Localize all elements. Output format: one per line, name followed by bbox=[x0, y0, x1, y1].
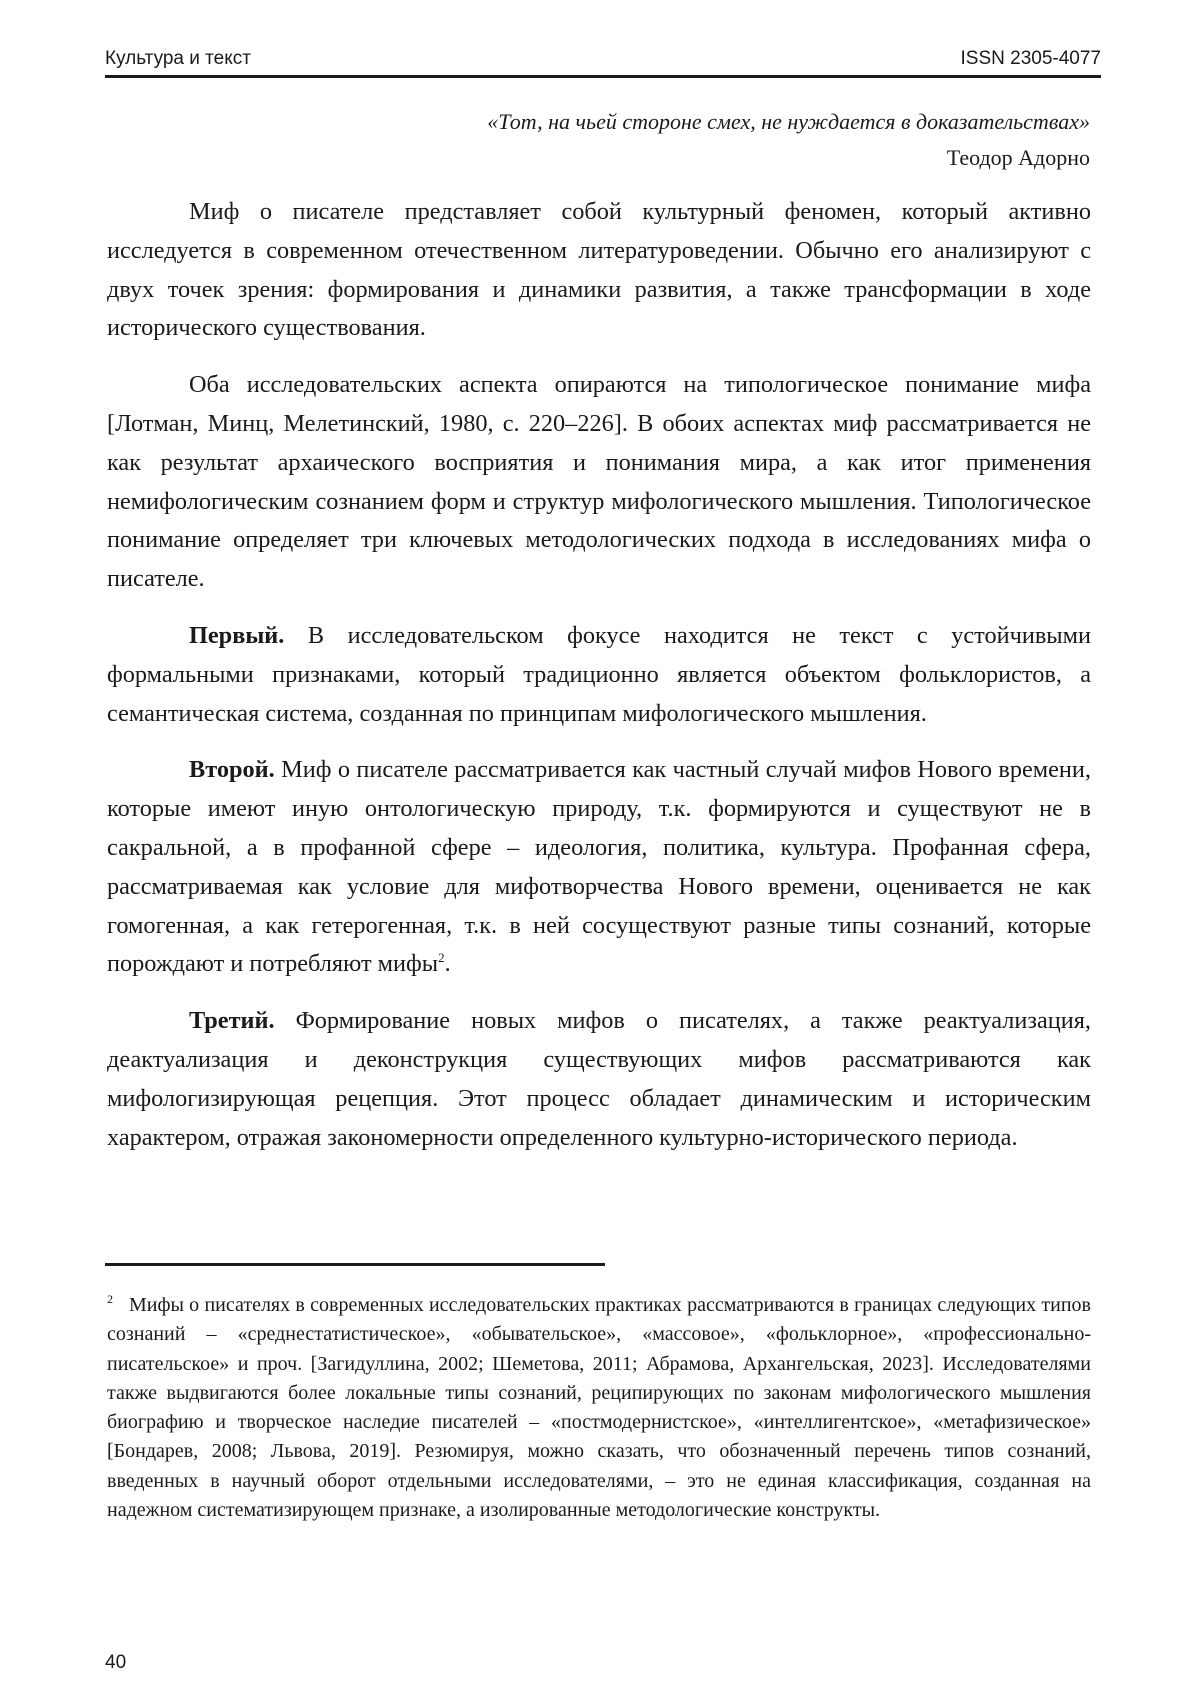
paragraph-text: Миф о писателе рассматривается как частный случай мифов Нового времени, которые имеют иную онтологическую природу, т.к. формируются и существуют не в сакральной, а в профанной сфере – идеология, политика, культура. Профанная сфера, рассматриваемая как условие для мифотворчества Нового времени, оценивается не как гомогенная, а как гетерогенная, т.к. в ней сосуществуют разные типы сознаний, которые порождают и потребляют мифы bbox=[107, 756, 1091, 978]
footnote-mark: 2 bbox=[107, 1292, 113, 1306]
footnote-reference[interactable]: 2 bbox=[438, 950, 445, 966]
epigraph-quote: «Тот, на чьей стороне смех, не нуждается в доказательствах» bbox=[487, 109, 1090, 134]
paragraph-text: Формирование новых мифов о писателях, а также реактуализация, деактуализация и деконструкция существующих мифов рассматриваются как мифологизирующая рецепция. Этот процесс обладает динамическим и историческим характером, отражая закономерности определенного культурно-исторического периода. bbox=[107, 1007, 1091, 1151]
running-header bbox=[105, 44, 1101, 78]
paragraph-text: В исследовательском фокусе находится не текст с устойчивыми формальными признаками, который традиционно является объектом фольклористов, а семантическая система, созданная по принципам мифологического мышления. bbox=[107, 621, 1091, 727]
issn: ISSN 2305-4077 bbox=[960, 48, 1101, 69]
epigraph bbox=[190, 104, 1090, 176]
paragraph bbox=[107, 193, 1091, 348]
body-text bbox=[107, 193, 1091, 1175]
footnote-text: Мифы о писателях в современных исследовательских практиках рассматриваются в границах следующих типов сознаний – «среднестатистическое», «обывательское», «массовое», «фольклорное», «профессионально-писательское» и проч. [Загидуллина, 2002; Шеметова, 2011; Абрамова, Архангельская, 2023]. Исследователями также выдвигаются более локальные типы сознаний, реципирующих по законам мифологического мышления биографию и творческое наследие писателей – «постмодернистское», «интеллигентское», «метафизическое» [Бондарев, 2008; Львова, 2019]. Резюмируя, можно сказать, что обозначенный перечень типов сознаний, введенных в научный оборот отдельными исследователями, – это не единая классификация, созданная на надежном систематизирующем признаке, а изолированные методологические конструкты. bbox=[107, 1294, 1091, 1522]
journal-title: Культура и текст bbox=[105, 48, 251, 69]
paragraph bbox=[107, 617, 1091, 733]
footnote-divider bbox=[105, 1263, 605, 1266]
paragraph-lead: Первый. bbox=[189, 621, 285, 649]
page-number: 40 bbox=[105, 1652, 127, 1673]
paragraph-text: Оба исследовательских аспекта опираются на типологическое понимание мифа [Лотман, Минц, Мелетинский, 1980, с. 220–226]. В обоих аспектах миф рассматривается не как результат архаического восприятия и понимания мира, а как итог применения немифологическим сознанием форм и структур мифологического мышления. Типологическое понимание определяет три ключевых методологических подхода в исследованиях мифа о писателе. bbox=[107, 371, 1091, 593]
paragraph-lead: Третий. bbox=[189, 1007, 275, 1035]
epigraph-author: Теодор Адорно bbox=[946, 145, 1090, 170]
paragraph bbox=[107, 366, 1091, 599]
paragraph bbox=[107, 751, 1091, 984]
paragraph-end: . bbox=[444, 950, 451, 978]
paragraph-lead: Второй. bbox=[189, 756, 275, 784]
footnote-paragraph bbox=[107, 1291, 1091, 1525]
paragraph bbox=[107, 1002, 1091, 1157]
footnote bbox=[107, 1291, 1091, 1525]
paragraph-text: Миф о писателе представляет собой культурный феномен, который активно исследуется в современном отечественном литературоведении. Обычно его анализируют с двух точек зрения: формирования и динамики развития, а также трансформации в ходе исторического существования. bbox=[107, 198, 1091, 342]
